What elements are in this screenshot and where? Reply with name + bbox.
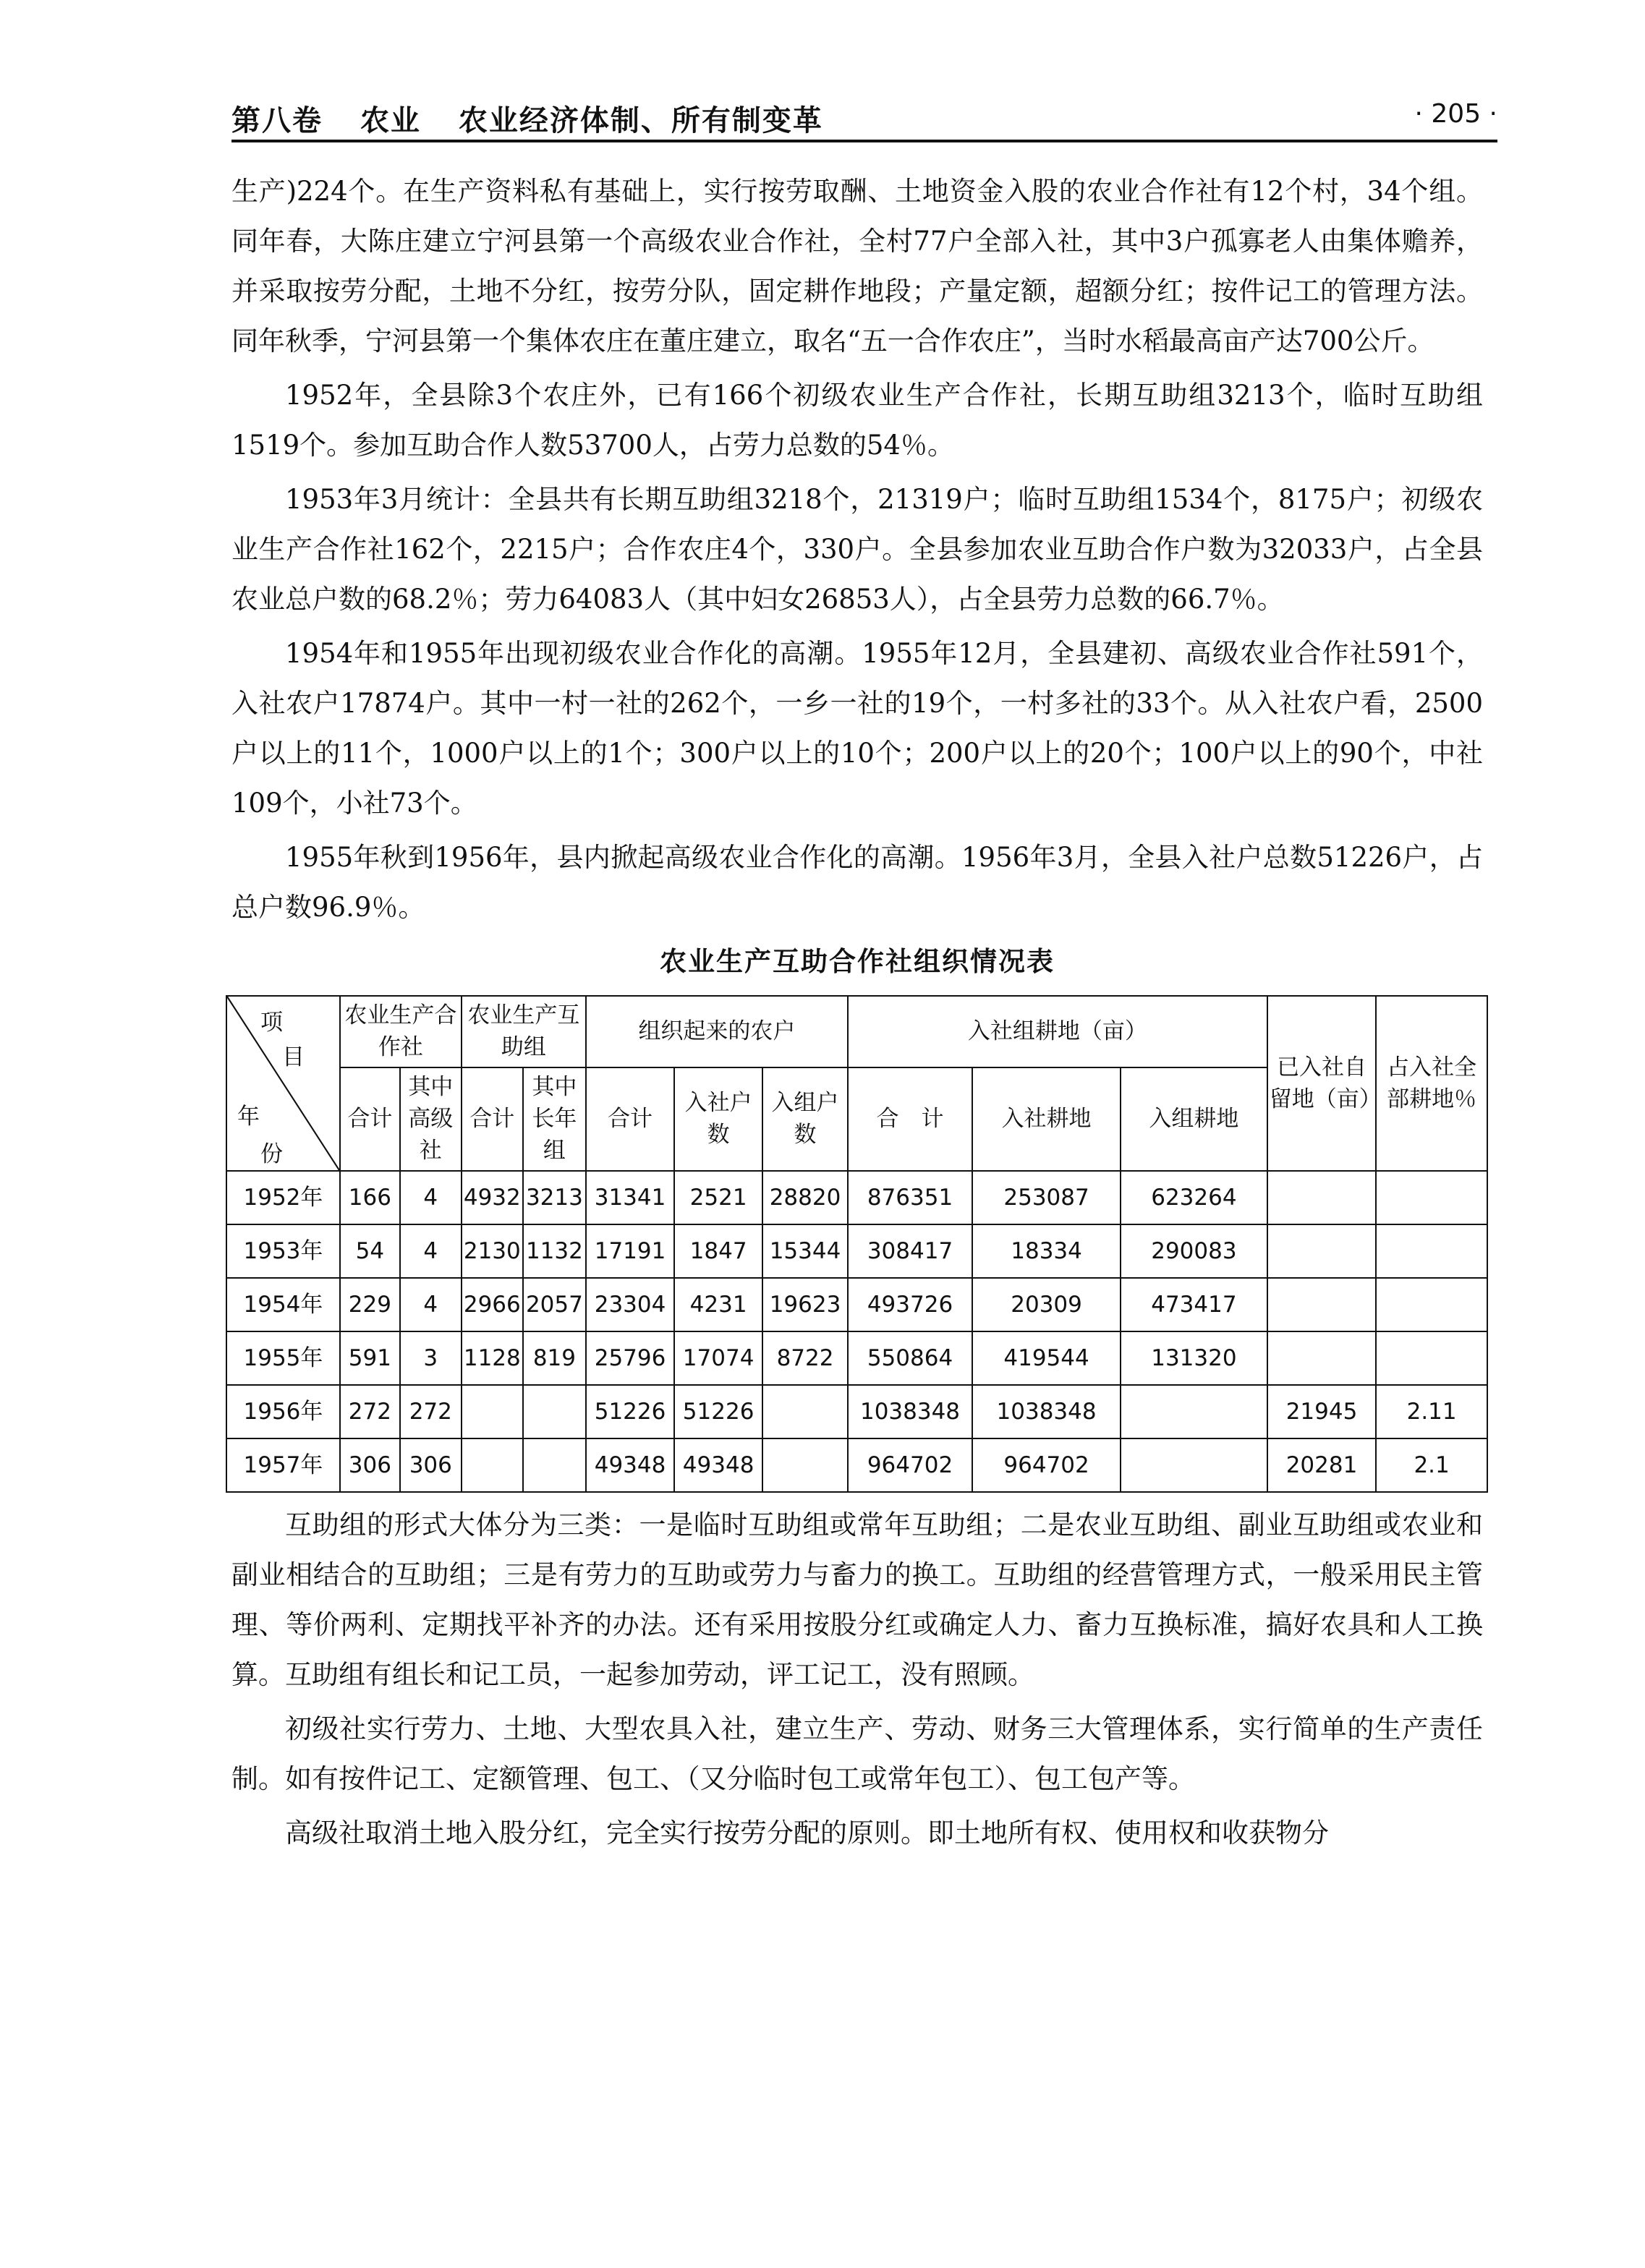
table-cell: 964702	[848, 1438, 972, 1492]
paragraph-7: 初级社实行劳力、土地、大型农具入社，建立生产、劳动、财务三大管理体系，实行简单的生产责任制。如有按件记工、定额管理、包工、（又分临时包工或常年包工）、包工包产等。	[231, 1713, 1483, 1794]
table-cell	[1267, 1278, 1376, 1331]
table-cell	[1267, 1224, 1376, 1278]
table-body	[226, 1171, 1487, 1492]
table-cell: 4	[400, 1224, 462, 1278]
sub-households-group: 入组户数	[762, 1067, 848, 1171]
corner-label-mu: 目	[282, 1044, 305, 1070]
table-cell	[1376, 1331, 1487, 1385]
table-cell: 49348	[674, 1438, 762, 1492]
header-share: 占入社全部耕地％	[1376, 996, 1487, 1171]
table-cell: 819	[523, 1331, 586, 1385]
sub-coop-advanced: 其中高级社	[400, 1067, 462, 1171]
table-cell: 591	[340, 1331, 400, 1385]
year-cell: 1955年	[226, 1331, 340, 1385]
table-cell	[523, 1438, 586, 1492]
table-cell: 18334	[972, 1224, 1121, 1278]
table-cell	[1267, 1171, 1376, 1224]
table-cell: 3213	[523, 1171, 586, 1224]
year-cell: 1957年	[226, 1438, 340, 1492]
running-header	[231, 90, 1497, 142]
table-cell: 21945	[1267, 1385, 1376, 1438]
table-cell: 51226	[674, 1385, 762, 1438]
year-cell: 1952年	[226, 1171, 340, 1224]
corner-diagonal	[227, 997, 339, 1170]
table-cell: 1132	[523, 1224, 586, 1278]
paragraph-8: 高级社取消土地入股分红，完全实行按劳分配的原则。即土地所有权、使用权和收获物分	[285, 1817, 1329, 1849]
table-cell: 17074	[674, 1331, 762, 1385]
table-row	[226, 1385, 1487, 1438]
table-cell: 8722	[762, 1331, 848, 1385]
table-cell: 473417	[1121, 1278, 1267, 1331]
table-cell: 272	[340, 1385, 400, 1438]
table-cell: 493726	[848, 1278, 972, 1331]
paragraph-1: 生产)224个。在生产资料私有基础上，实行按劳取酬、土地资金入股的农业合作社有12个村，34个组。同年春，大陈庄建立宁河县第一个高级农业合作社，全村77户全部入社，其中3户孤寡老人由集体赡养，并采取按劳分配，土地不分红，按劳分队，固定耕作地段；产量定额，超额分红；按件记工的管理方法。同年秋季，宁河县第一个集体农庄在董庄建立，取名“五一合作农庄”，当时水稻最高亩产达700公斤。	[231, 176, 1483, 357]
sub-coop-total: 合计	[340, 1067, 400, 1171]
table-cell: 4	[400, 1278, 462, 1331]
table-cell: 17191	[586, 1224, 674, 1278]
paragraph-5: 1955年秋到1956年，县内掀起高级农业合作化的高潮。1956年3月，全县入社户总数51226户，占总户数96.9％。	[231, 842, 1483, 923]
table-cell: 23304	[586, 1278, 674, 1331]
table-cell: 19623	[762, 1278, 848, 1331]
header-rule	[231, 140, 1497, 142]
sub-land-coop: 入社耕地	[972, 1067, 1121, 1171]
table-cell	[1121, 1385, 1267, 1438]
cooperative-table	[226, 995, 1488, 1493]
table-row	[226, 1278, 1487, 1331]
table-row	[226, 1331, 1487, 1385]
table-cell: 15344	[762, 1224, 848, 1278]
header-land: 入社组耕地（亩）	[848, 996, 1267, 1067]
corner-label-nian: 年	[237, 1104, 260, 1130]
table-cell	[462, 1438, 523, 1492]
paragraph-3: 1953年3月统计：全县共有长期互助组3218个，21319户；临时互助组1534个，8175户；初级农业生产合作社162个，2215户；合作农庄4个，330户。全县参加农业互助合作户数为32033户，占全县农业总户数的68.2％；劳力64083人（其中妇女26853人），占全县劳力总数的66.7％。	[231, 484, 1483, 615]
table-cell	[1376, 1224, 1487, 1278]
table-row	[226, 1224, 1487, 1278]
table-cell: 25796	[586, 1331, 674, 1385]
table-cell: 166	[340, 1171, 400, 1224]
sub-households-total: 合计	[586, 1067, 674, 1171]
section-label: 农业	[360, 103, 421, 137]
header-mutual-aid: 农业生产互助组	[462, 996, 586, 1067]
table-cell: 964702	[972, 1438, 1121, 1492]
table-cell: 308417	[848, 1224, 972, 1278]
table-cell: 2521	[674, 1171, 762, 1224]
table-cell: 31341	[586, 1171, 674, 1224]
table-cell: 2130	[462, 1224, 523, 1278]
table-cell: 2.1	[1376, 1438, 1487, 1492]
chapter-label: 农业经济体制、所有制变革	[458, 103, 823, 137]
table-cell: 51226	[586, 1385, 674, 1438]
table-cell	[462, 1385, 523, 1438]
table-cell: 550864	[848, 1331, 972, 1385]
table-cell: 1847	[674, 1224, 762, 1278]
table-cell	[523, 1385, 586, 1438]
table-cell: 2.11	[1376, 1385, 1487, 1438]
table-cell	[1267, 1331, 1376, 1385]
table-cell	[762, 1438, 848, 1492]
table-cell: 28820	[762, 1171, 848, 1224]
table-cell: 253087	[972, 1171, 1121, 1224]
table-cell	[1121, 1438, 1267, 1492]
header-coop: 农业生产合作社	[340, 996, 462, 1067]
table-cell: 306	[340, 1438, 400, 1492]
table-corner-cell	[226, 996, 340, 1171]
sub-land-total: 合 计	[848, 1067, 972, 1171]
table-cell: 1038348	[848, 1385, 972, 1438]
table-cell: 2966	[462, 1278, 523, 1331]
page-number: · 205 ·	[1414, 99, 1497, 129]
table-cell: 54	[340, 1224, 400, 1278]
table-cell: 49348	[586, 1438, 674, 1492]
table-cell	[1376, 1278, 1487, 1331]
year-cell: 1953年	[226, 1224, 340, 1278]
sub-mutual-longterm: 其中长年组	[523, 1067, 586, 1171]
table-cell: 876351	[848, 1171, 972, 1224]
paragraph-6: 互助组的形式大体分为三类：一是临时互助组或常年互助组；二是农业互助组、副业互助组或农业和副业相结合的互助组；三是有劳力的互助或劳力与畜力的换工。互助组的经营管理方式，一般采用民主管理、等价两利、定期找平补齐的办法。还有采用按股分红或确定人力、畜力互换标准，搞好农具和人工换算。互助组有组长和记工员，一起参加劳动，评工记工，没有照顾。	[231, 1509, 1483, 1690]
table-cell: 4932	[462, 1171, 523, 1224]
table-cell	[1376, 1171, 1487, 1224]
table-cell: 419544	[972, 1331, 1121, 1385]
table-cell: 272	[400, 1385, 462, 1438]
sub-mutual-total: 合计	[462, 1067, 523, 1171]
table-cell: 4231	[674, 1278, 762, 1331]
year-cell: 1956年	[226, 1385, 340, 1438]
table-row	[226, 1438, 1487, 1492]
volume-label: 第八卷	[231, 103, 323, 137]
table-cell	[762, 1385, 848, 1438]
header-reserved-land: 已入社自留地（亩）	[1267, 996, 1376, 1171]
paragraph-2: 1952年，全县除3个农庄外，已有166个初级农业生产合作社，长期互助组3213个，临时互助组1519个。参加互助合作人数53700人，占劳力总数的54％。	[231, 380, 1483, 461]
table-row	[226, 1171, 1487, 1224]
body-text	[231, 166, 1483, 1862]
table-cell: 1038348	[972, 1385, 1121, 1438]
sub-land-group: 入组耕地	[1121, 1067, 1267, 1171]
sub-households-coop: 入社户数	[674, 1067, 762, 1171]
table-cell: 20281	[1267, 1438, 1376, 1492]
year-cell: 1954年	[226, 1278, 340, 1331]
table-caption: 农业生产互助合作社组织情况表	[660, 946, 1055, 977]
table-cell: 2057	[523, 1278, 586, 1331]
corner-label-xiang: 项	[260, 1010, 283, 1036]
corner-label-fen: 份	[260, 1141, 283, 1167]
table-cell: 290083	[1121, 1224, 1267, 1278]
table-cell: 229	[340, 1278, 400, 1331]
table-cell: 623264	[1121, 1171, 1267, 1224]
table-cell: 3	[400, 1331, 462, 1385]
table-cell: 131320	[1121, 1331, 1267, 1385]
header-title	[231, 98, 849, 139]
table-cell: 20309	[972, 1278, 1121, 1331]
table-cell: 306	[400, 1438, 462, 1492]
table-cell: 4	[400, 1171, 462, 1224]
paragraph-4: 1954年和1955年出现初级农业合作化的高潮。1955年12月，全县建初、高级农业合作社591个，入社农户17874户。其中一村一社的262个，一乡一社的19个，一村多社的33个。从入社农户看，2500户以上的11个，1000户以上的1个；300户以上的10个；200户以上的20个；100户以上的90个，中社109个，小社73个。	[231, 638, 1483, 819]
table-cell: 1128	[462, 1331, 523, 1385]
header-households: 组织起来的农户	[586, 996, 848, 1067]
